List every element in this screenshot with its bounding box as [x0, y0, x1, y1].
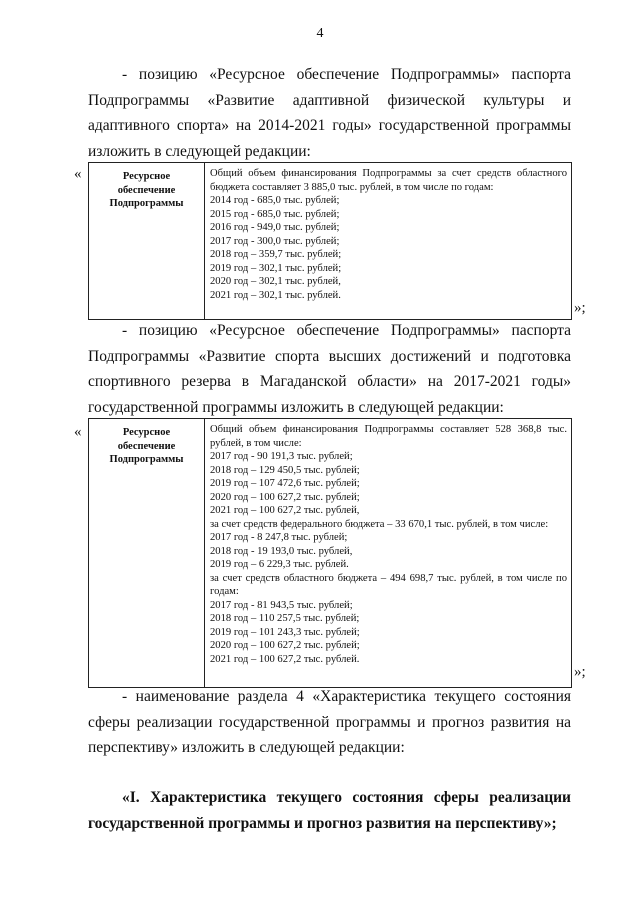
table1-line: 2014 год - 685,0 тыс. рублей;	[210, 195, 340, 206]
table2-line: 2019 год – 6 229,3 тыс. рублей.	[210, 559, 349, 570]
table1-line: 2017 год - 300,0 тыс. рублей;	[210, 235, 340, 247]
table2-line: 2018 год – 129 450,5 тыс. рублей;	[210, 464, 360, 476]
table2-line: 2018 год - 19 193,0 тыс. рублей,	[210, 545, 353, 557]
table1-line: 2021 год – 302,1 тыс. рублей.	[210, 289, 341, 301]
table1-line: 2020 год – 302,1 тыс. рублей,	[210, 276, 341, 287]
table2-line: за счет средств областного бюджета – 494 698,7 тыс. рублей, в том числе по годам:	[210, 572, 567, 597]
paragraph-high-achievement-sport: - позицию «Ресурсное обеспечение Подпрограммы» паспорта Подпрограммы «Развитие спорта высших достижений и подготовка спортивного резерва в Магаданской области» на 2017-2021 годы» государственной программы изложить в следующей редакции:	[88, 322, 571, 416]
resource-table-adaptive	[88, 162, 572, 320]
table1-open-quote: «	[74, 166, 82, 182]
table1-body	[205, 163, 571, 319]
table2-close-quote: »;	[574, 664, 586, 680]
resource-table-high-achievement	[88, 418, 572, 688]
table2-line: 2021 год – 100 627,2 тыс. рублей.	[210, 653, 360, 665]
table2-line: 2017 год - 8 247,8 тыс. рублей;	[210, 532, 348, 543]
table1-header: Ресурсное обеспечение Подпрограммы	[89, 163, 205, 319]
table2-open-quote: «	[74, 424, 82, 440]
table1-intro: Общий объем финансирования Подпрограммы за счет средств областного бюджета составляет 3 885,0 тыс. рублей, в том числе по годам:	[210, 168, 567, 193]
table2-line: 2021 год – 100 627,2 тыс. рублей,	[210, 505, 360, 516]
table2-line: 2019 год – 107 472,6 тыс. рублей;	[210, 478, 360, 489]
table2-intro: Общий объем финансирования Подпрограммы составляет 528 368,8 тыс. рублей, в том числе:	[210, 424, 567, 449]
page-number: 4	[316, 26, 324, 41]
table2-body	[205, 419, 571, 687]
table2-line: 2018 год – 110 257,5 тыс. рублей;	[210, 613, 360, 624]
table1-line: 2016 год - 949,0 тыс. рублей;	[210, 222, 340, 233]
table1-line: 2018 год – 359,7 тыс. рублей;	[210, 249, 342, 260]
table2-line: 2020 год – 100 627,2 тыс. рублей;	[210, 491, 360, 503]
table2-line: 2020 год – 100 627,2 тыс. рублей;	[210, 640, 360, 651]
table2-header: Ресурсное обеспечение Подпрограммы	[89, 419, 205, 687]
table1-line: 2019 год – 302,1 тыс. рублей;	[210, 262, 342, 274]
paragraph-adaptive-sport: - позицию «Ресурсное обеспечение Подпрограммы» паспорта Подпрограммы «Развитие адаптивной физической культуры и адаптивного спорта» на 2014-2021 годы» государственной программы изложить в следующей редакции:	[88, 66, 571, 160]
section-title: «I. Характеристика текущего состояния сферы реализации государственной программы и прогноз развития на перспективу»;	[88, 789, 571, 832]
table2-line: 2019 год – 101 243,3 тыс. рублей;	[210, 626, 360, 638]
paragraph-section-rename: - наименование раздела 4 «Характеристика текущего состояния сферы реализации государственной программы и прогноз развития на перспективу» изложить в следующей редакции:	[88, 688, 571, 756]
table1-line: 2015 год - 685,0 тыс. рублей;	[210, 208, 340, 220]
table1-close-quote: »;	[574, 300, 586, 316]
table2-line: 2017 год - 90 191,3 тыс. рублей;	[210, 451, 353, 462]
table2-line: 2017 год - 81 943,5 тыс. рублей;	[210, 599, 353, 611]
table2-line: за счет средств федерального бюджета – 33 670,1 тыс. рублей, в том числе:	[210, 518, 549, 530]
